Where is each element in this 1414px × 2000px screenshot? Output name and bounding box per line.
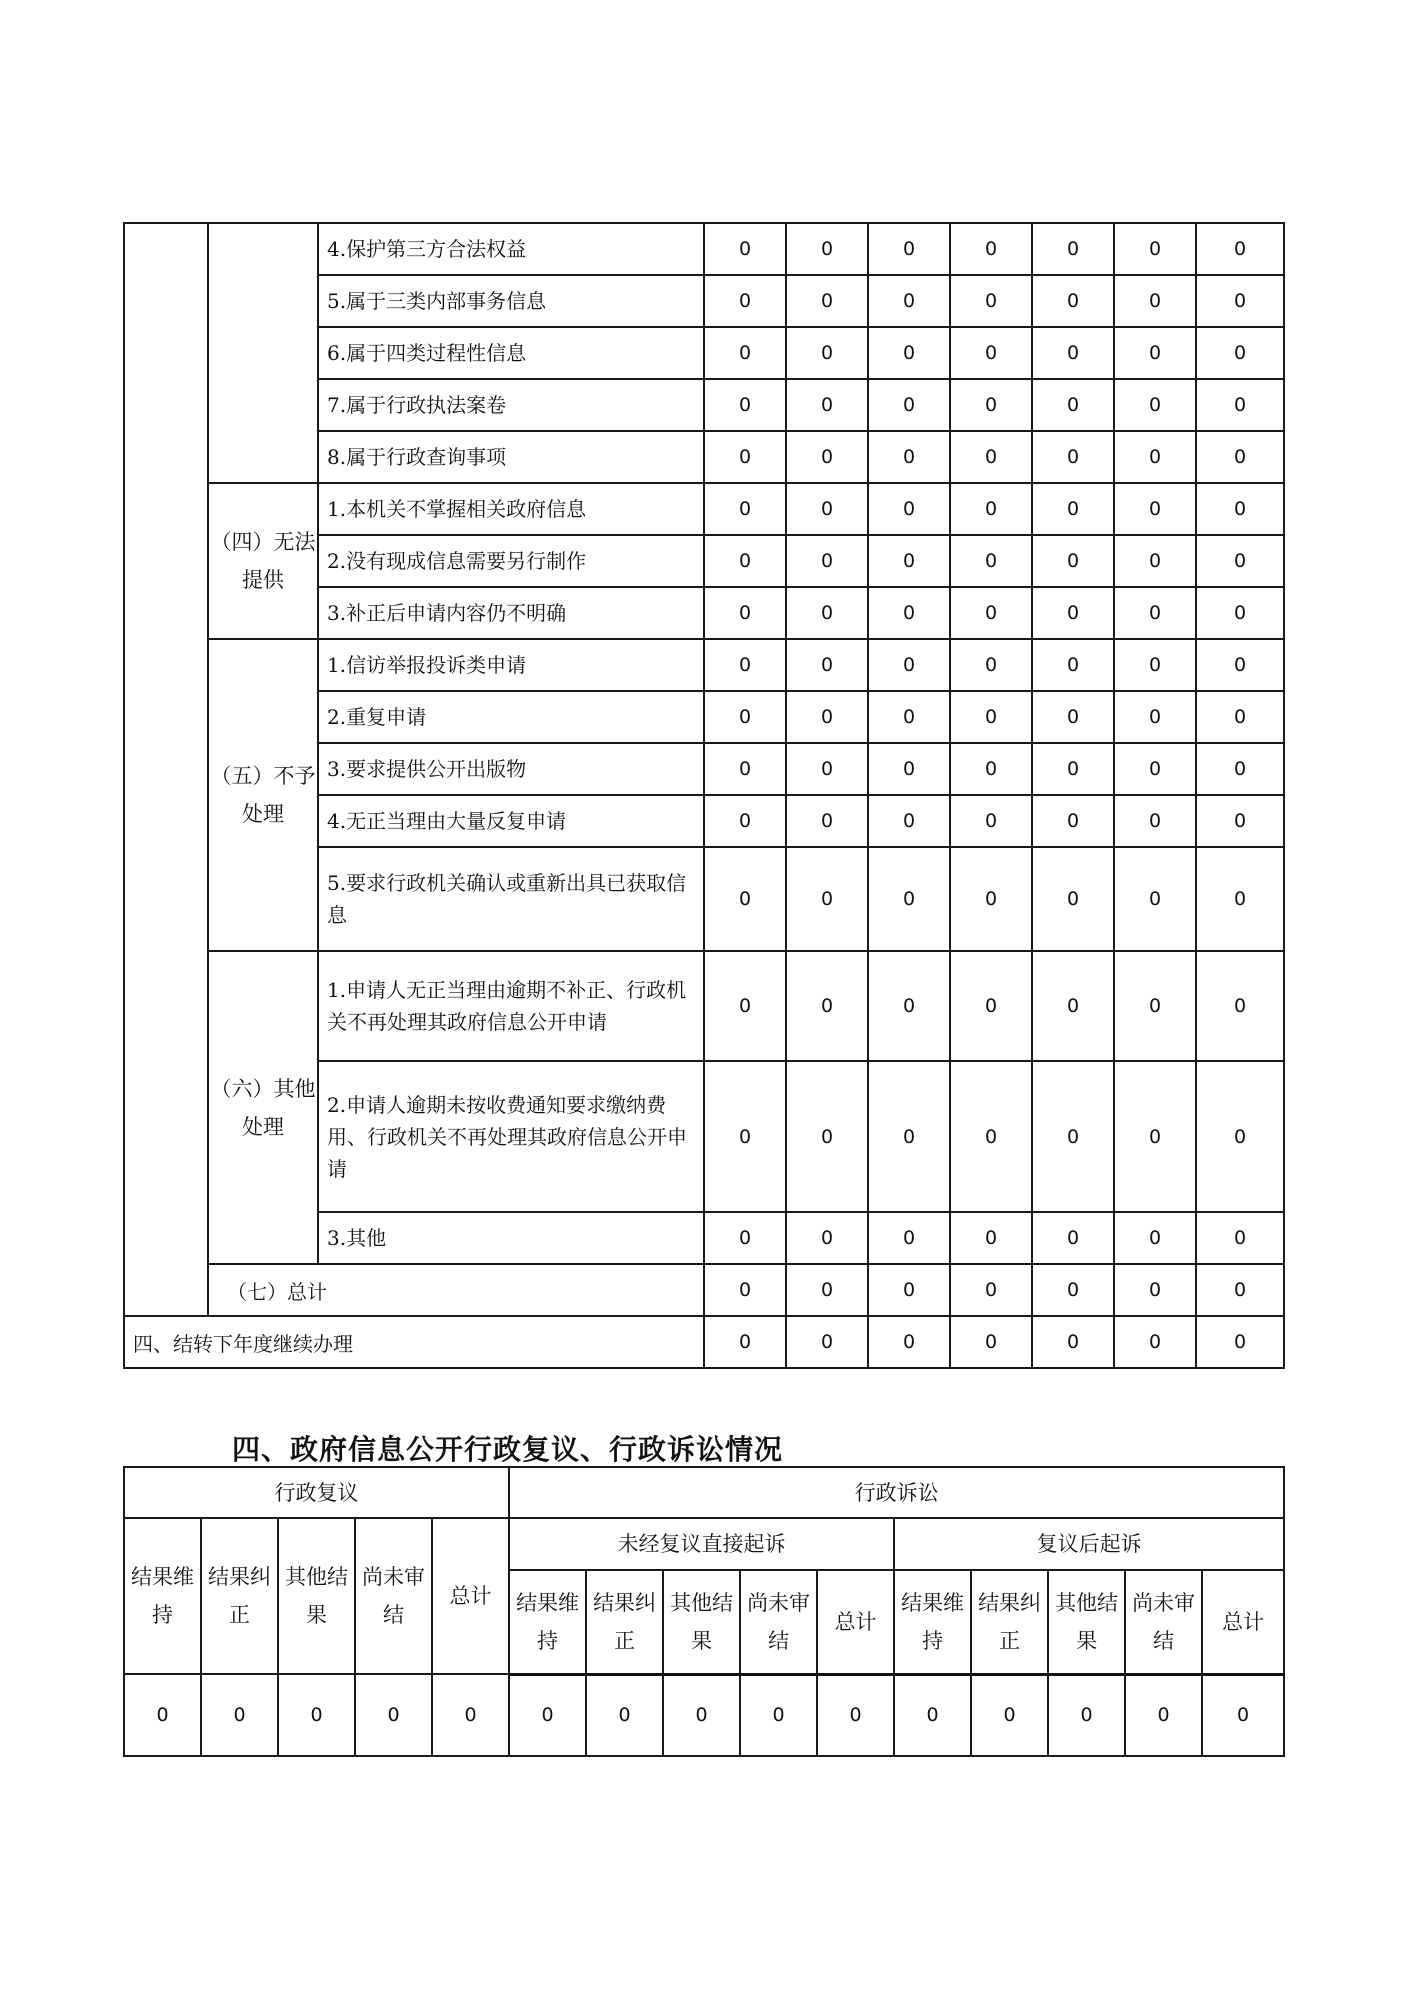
value-cell: 0 [950,223,1032,275]
value-cell: 0 [786,275,868,327]
value-cell: 0 [1196,951,1284,1061]
value-cell: 0 [786,795,868,847]
value-cell: 0 [950,535,1032,587]
value-cell: 0 [786,587,868,639]
value-cell: 0 [786,1212,868,1264]
row-label: 8.属于行政查询事项 [318,431,704,483]
value-cell: 0 [950,1061,1032,1212]
value-cell: 0 [950,431,1032,483]
section-title: 四、政府信息公开行政复议、行政诉讼情况 [232,1433,784,1466]
value-cell: 0 [1032,431,1114,483]
value-cell: 0 [786,1061,868,1212]
value-cell: 0 [1196,1212,1284,1264]
row-label: 2.没有现成信息需要另行制作 [318,535,704,587]
value-cell: 0 [786,691,868,743]
value-cell: 0 [1196,379,1284,431]
after-total-header: 总计 [1202,1570,1284,1674]
row-label: 5.要求行政机关确认或重新出具已获取信息 [318,847,704,951]
row-label: 2.申请人逾期未按收费通知要求缴纳费用、行政机关不再处理其政府信息公开申请 [318,1061,704,1212]
after-total-value: 0 [1202,1674,1284,1756]
review-other-value: 0 [278,1674,355,1756]
value-cell: 0 [1196,639,1284,691]
value-cell: 0 [868,327,950,379]
value-cell: 0 [1114,1212,1196,1264]
value-cell: 0 [1196,275,1284,327]
row-label: 4.保护第三方合法权益 [318,223,704,275]
value-cell: 0 [1114,535,1196,587]
value-cell: 0 [1032,379,1114,431]
value-cell: 0 [1032,327,1114,379]
category-cell-continued [208,223,318,483]
review-other-header: 其他结果 [278,1518,355,1674]
direct-maintain-value: 0 [509,1674,586,1756]
value-cell: 0 [786,431,868,483]
direct-other-header: 其他结果 [663,1570,740,1674]
value-cell: 0 [1196,743,1284,795]
value-cell: 0 [950,379,1032,431]
after-correct-value: 0 [971,1674,1048,1756]
value-cell: 0 [1196,223,1284,275]
value-cell: 0 [1032,275,1114,327]
category-cell: （四）无法提供 [208,483,318,639]
value-cell: 0 [1032,1316,1114,1368]
value-cell: 0 [868,691,950,743]
row-label: 6.属于四类过程性信息 [318,327,704,379]
value-cell: 0 [1032,483,1114,535]
row-label: 3.要求提供公开出版物 [318,743,704,795]
value-cell: 0 [1196,535,1284,587]
review-maintain-header: 结果维持 [124,1518,201,1674]
row-label: 1.本机关不掌握相关政府信息 [318,483,704,535]
value-cell: 0 [868,275,950,327]
direct-pending-header: 尚未审结 [740,1570,817,1674]
category-cell: （五）不予处理 [208,639,318,951]
row-label: 3.其他 [318,1212,704,1264]
after-maintain-header: 结果维持 [894,1570,971,1674]
value-cell: 0 [950,275,1032,327]
application-handling-table [123,222,1285,1369]
value-cell: 0 [1114,1316,1196,1368]
value-cell: 0 [1114,1061,1196,1212]
value-cell: 0 [1032,587,1114,639]
value-cell: 0 [868,1264,950,1316]
value-cell: 0 [786,379,868,431]
value-cell: 0 [704,275,786,327]
value-cell: 0 [1114,639,1196,691]
value-cell: 0 [1032,951,1114,1061]
value-cell: 0 [868,223,950,275]
carryover-row [124,1316,1284,1368]
value-cell: 0 [950,639,1032,691]
value-cell: 0 [1032,691,1114,743]
value-cell: 0 [1196,1061,1284,1212]
value-cell: 0 [1114,795,1196,847]
value-cell: 0 [1032,1264,1114,1316]
value-cell: 0 [704,587,786,639]
direct-suit-header: 未经复议直接起诉 [509,1518,894,1570]
row-label: 7.属于行政执法案卷 [318,379,704,431]
table-body [124,223,1284,1368]
after-pending-value: 0 [1125,1674,1202,1756]
after-maintain-value: 0 [894,1674,971,1756]
value-cell: 0 [1114,275,1196,327]
value-cell: 0 [1196,795,1284,847]
value-cell: 0 [704,535,786,587]
value-cell: 0 [704,691,786,743]
value-cell: 0 [1114,847,1196,951]
value-cell: 0 [704,1316,786,1368]
value-cell: 0 [1196,483,1284,535]
value-cell: 0 [1032,847,1114,951]
value-cell: 0 [1196,1316,1284,1368]
value-cell: 0 [704,795,786,847]
value-cell: 0 [950,743,1032,795]
value-cell: 0 [950,483,1032,535]
direct-pending-value: 0 [740,1674,817,1756]
value-cell: 0 [950,1316,1032,1368]
value-cell: 0 [868,743,950,795]
direct-total-header: 总计 [817,1570,894,1674]
value-cell: 0 [868,1061,950,1212]
value-cell: 0 [868,379,950,431]
value-cell: 0 [1114,327,1196,379]
row-label: 1.信访举报投诉类申请 [318,639,704,691]
table-row [124,639,1284,691]
value-cell: 0 [704,483,786,535]
direct-correct-value: 0 [586,1674,663,1756]
value-cell: 0 [1196,431,1284,483]
row-label: 3.补正后申请内容仍不明确 [318,587,704,639]
value-cell: 0 [1114,379,1196,431]
value-cell: 0 [786,223,868,275]
category-cell: （六）其他处理 [208,951,318,1264]
value-cell: 0 [704,1061,786,1212]
outer-category-cell [124,223,208,1316]
value-cell: 0 [1114,691,1196,743]
direct-maintain-header: 结果维持 [509,1570,586,1674]
value-cell: 0 [1114,223,1196,275]
value-cell: 0 [1114,587,1196,639]
value-cell: 0 [704,223,786,275]
value-cell: 0 [704,379,786,431]
value-cell: 0 [950,951,1032,1061]
value-cell: 0 [786,639,868,691]
value-cell: 0 [786,743,868,795]
review-litigation-table [123,1466,1285,1757]
row-label: 1.申请人无正当理由逾期不补正、行政机关不再处理其政府信息公开申请 [318,951,704,1061]
value-cell: 0 [868,847,950,951]
review-pending-value: 0 [355,1674,432,1756]
value-cell: 0 [704,639,786,691]
value-cell: 0 [786,1264,868,1316]
value-cell: 0 [950,327,1032,379]
table-row [124,951,1284,1061]
value-cell: 0 [1032,535,1114,587]
direct-correct-header: 结果纠正 [586,1570,663,1674]
value-cell: 0 [1196,691,1284,743]
value-cell: 0 [786,327,868,379]
carryover-label: 四、结转下年度继续办理 [124,1316,704,1368]
value-cell: 0 [1114,951,1196,1061]
row-label: 5.属于三类内部事务信息 [318,275,704,327]
value-cell: 0 [868,795,950,847]
value-cell: 0 [868,1316,950,1368]
value-cell: 0 [786,483,868,535]
value-cell: 0 [1114,483,1196,535]
value-cell: 0 [704,431,786,483]
review-maintain-value: 0 [124,1674,201,1756]
value-cell: 0 [950,847,1032,951]
value-cell: 0 [786,951,868,1061]
value-cell: 0 [1196,847,1284,951]
value-cell: 0 [868,951,950,1061]
value-cell: 0 [1114,431,1196,483]
row-label: 4.无正当理由大量反复申请 [318,795,704,847]
after-pending-header: 尚未审结 [1125,1570,1202,1674]
direct-total-value: 0 [817,1674,894,1756]
value-cell: 0 [1196,327,1284,379]
row-label: 2.重复申请 [318,691,704,743]
value-cell: 0 [950,795,1032,847]
value-cell: 0 [868,431,950,483]
value-cell: 0 [704,951,786,1061]
total-label: （七）总计 [208,1264,704,1316]
after-review-suit-header: 复议后起诉 [894,1518,1284,1570]
value-cell: 0 [704,743,786,795]
value-cell: 0 [786,535,868,587]
litigation-header: 行政诉讼 [509,1467,1284,1518]
table-row [124,223,1284,275]
value-cell: 0 [868,535,950,587]
value-cell: 0 [786,847,868,951]
value-cell: 0 [786,1316,868,1368]
review-pending-header: 尚未审结 [355,1518,432,1674]
value-cell: 0 [1196,1264,1284,1316]
value-cell: 0 [1032,639,1114,691]
total-row [124,1264,1284,1316]
value-cell: 0 [1114,1264,1196,1316]
value-cell: 0 [868,639,950,691]
value-cell: 0 [1032,223,1114,275]
after-other-header: 其他结果 [1048,1570,1125,1674]
review-total-header: 总计 [432,1518,509,1674]
review-correct-value: 0 [201,1674,278,1756]
after-correct-header: 结果纠正 [971,1570,1048,1674]
table-row [124,483,1284,535]
value-cell: 0 [1196,587,1284,639]
review-correct-header: 结果纠正 [201,1518,278,1674]
review-header: 行政复议 [124,1467,509,1518]
value-cell: 0 [704,1264,786,1316]
value-cell: 0 [704,1212,786,1264]
value-cell: 0 [1032,1061,1114,1212]
after-other-value: 0 [1048,1674,1125,1756]
value-cell: 0 [1032,795,1114,847]
value-cell: 0 [950,587,1032,639]
direct-other-value: 0 [663,1674,740,1756]
value-cell: 0 [1032,1212,1114,1264]
value-cell: 0 [868,483,950,535]
value-cell: 0 [868,1212,950,1264]
value-cell: 0 [950,691,1032,743]
value-cell: 0 [950,1212,1032,1264]
value-cell: 0 [704,327,786,379]
value-cell: 0 [1114,743,1196,795]
review-total-value: 0 [432,1674,509,1756]
value-cell: 0 [950,1264,1032,1316]
value-cell: 0 [704,847,786,951]
value-cell: 0 [868,587,950,639]
value-cell: 0 [1032,743,1114,795]
